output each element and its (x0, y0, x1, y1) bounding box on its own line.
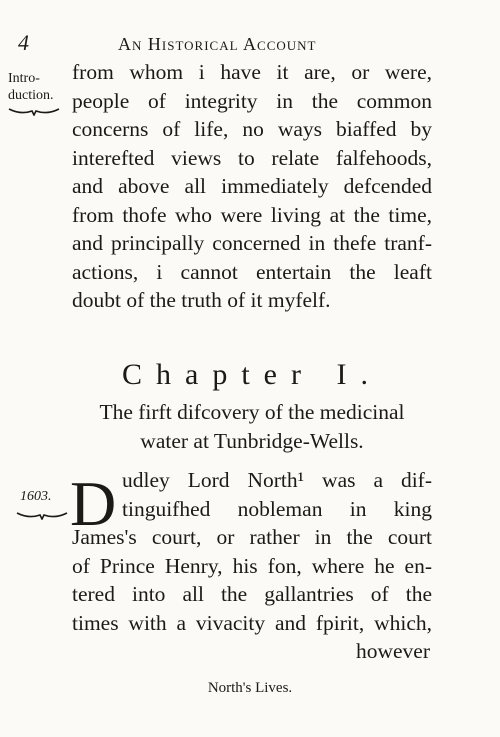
brace-ornament (16, 510, 68, 520)
margin-note-line: Intro- (8, 71, 40, 86)
text-line: tered into all the gallantries of the (72, 582, 432, 606)
intro-paragraph (72, 58, 432, 315)
text-line: udley Lord North¹ was a dif- (122, 468, 432, 492)
text-line: and above all immediately defcended (72, 174, 432, 198)
text-line: of Prince Henry, his fon, where he en- (72, 553, 432, 578)
opening-paragraph (72, 523, 432, 637)
chapter-title: Chapter I. (122, 358, 382, 391)
text-line: times with a vivacity and fpirit, which, (72, 610, 432, 635)
drop-cap: D (70, 468, 117, 539)
catchword: however (355, 639, 430, 663)
text-line: James's court, or rather in the court (72, 525, 432, 549)
text-line: people of integrity in the common (72, 88, 432, 113)
text-line: doubt of the truth of it myfelf. (72, 288, 331, 312)
running-head: An Historical Account (118, 34, 317, 54)
text-line: from whom i have it are, or were, (72, 60, 432, 84)
text-line: actions, i cannot entertain the leaft (72, 259, 432, 284)
page-number: 4 (18, 30, 29, 55)
footnote-signature: North's Lives. (207, 680, 293, 696)
text-line: and principally concerned in thefe tranf- (72, 231, 432, 255)
text-line: interefted views to relate falfehoods, (72, 145, 432, 170)
text-line: The firft difcovery of the medicinal (99, 400, 405, 424)
text-line: concerns of life, no ways biaffed by (72, 117, 432, 141)
chapter-description (72, 398, 432, 455)
margin-note-line: duction. (8, 88, 54, 103)
text-line: tinguifhed nobleman in king (122, 496, 432, 521)
brace-ornament (8, 106, 60, 116)
opening-lines-indented (122, 466, 432, 523)
margin-note-year: 1603. (20, 489, 52, 504)
text-line: water at Tunbridge-Wells. (140, 428, 364, 453)
text-line: from thofe who were living at the time, (72, 202, 432, 227)
margin-note-introduction (8, 70, 54, 104)
